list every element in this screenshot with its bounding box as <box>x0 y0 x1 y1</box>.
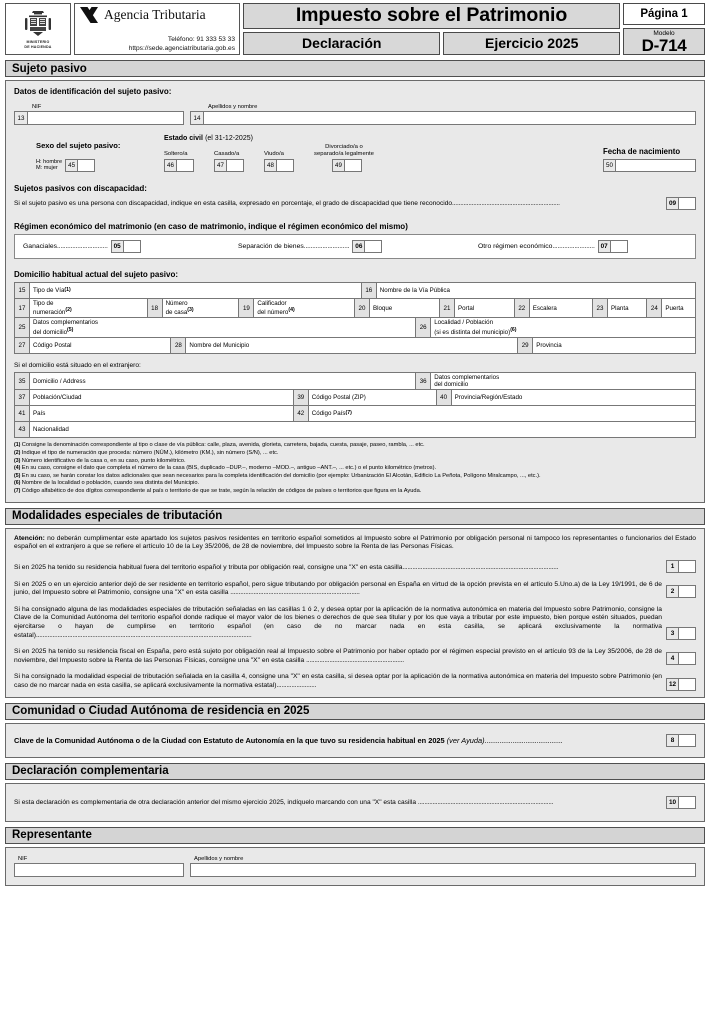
foreign-cell-label: Código Postal (ZIP) <box>311 394 366 402</box>
name-input[interactable] <box>204 111 696 125</box>
representante-fields <box>14 856 696 877</box>
regime-label: Ganaciales <box>23 243 58 250</box>
civil-option-casado <box>214 151 244 172</box>
identification-fields <box>14 104 696 125</box>
foreign-cell-label: Código País (7) <box>311 410 352 418</box>
agency-block <box>74 3 240 55</box>
address-cell-number: 24 <box>647 299 662 317</box>
civil-box-number: 47 <box>214 159 227 172</box>
modalidad-input-2[interactable] <box>679 585 696 598</box>
regime-box-number: 06 <box>352 240 365 253</box>
civil-option-viudo <box>264 151 294 172</box>
address-cell-15[interactable] <box>15 283 362 298</box>
birthdate-block <box>603 147 696 172</box>
name-label: Apellidos y nombre <box>208 104 258 110</box>
rep-name-input[interactable] <box>190 863 696 877</box>
address-cell-20[interactable] <box>355 299 440 317</box>
foreign-cell-label: Datos complementarios del domicilio <box>434 373 500 389</box>
address-cell-label: Localidad / Población (si es distinta del municipio)$^{(6)}$ <box>434 319 517 336</box>
address-cell-21[interactable] <box>440 299 515 317</box>
modalidad-row-12 <box>14 673 696 690</box>
ministry-crest-block <box>5 3 71 55</box>
foreign-cell-number: 40 <box>437 390 452 405</box>
footnote: (5) En su caso, se harán constar los datos adicionales que sean necesarios para la completa identificación del domicilio (por ejemplo: Urbanización El Alcotán, Edificio La Peñota, Polígono Miralcampo, ..., etc.). <box>14 472 541 479</box>
regime-input-ganaciales[interactable] <box>124 240 141 253</box>
address-cell-28[interactable] <box>171 338 518 353</box>
footnote: (4) En su caso, consigne el dato que completa el número de la casa (BIS, duplicado –DUP.–, moderno –MOD.–, antiguo –ANT.–, ... etc.) o el punto kilométrico (metros). <box>14 465 437 472</box>
address-cell-number: 23 <box>593 299 608 317</box>
civil-box-number: 48 <box>264 159 277 172</box>
civil-input-soltero[interactable] <box>177 159 194 172</box>
regime-input-separacion[interactable] <box>365 240 382 253</box>
address-cell-number: 21 <box>440 299 455 317</box>
footnote: (6) Nombre de la localidad o población, cuando sea distinta del Municipio. <box>14 480 200 487</box>
civil-option-label: Divorciado/a o separado/a legalmente <box>314 144 374 157</box>
address-row <box>15 299 695 318</box>
rep-nif-input[interactable] <box>14 863 184 877</box>
address-cell-label: Tipo de numeración$^{(2)}$ <box>33 300 72 317</box>
foreign-row <box>15 422 695 438</box>
page-number: Página 1 <box>623 3 705 25</box>
civil-option-soltero <box>164 151 194 172</box>
address-cell-number: 28 <box>171 338 186 353</box>
modalidad-text-3: Si ha consignado alguna de las modalidades especiales de tributación señaladas en las casillas 1 ó 2, y desea optar por la aplicación de la normativa autonómica en materia del Impuesto sobre Patrimonio, consigne la Clave de la Comunidad Autónoma del territorio español donde radique el mayor valor de los bienes o derechos de que sea titular y por los que vaya a tributar por este impuesto, bien porque estén situados, puedan ejercitarse o hayan de cumplirse en territorio español (en caso de no marcar nada en esta casilla, se aplicará exclusivamente la normativa estatal).................................................................................................................................. <box>14 605 662 639</box>
nif-input[interactable] <box>28 111 184 125</box>
foreign-address-grid <box>14 372 696 438</box>
modalidad-box-number-4: 4 <box>666 652 679 665</box>
address-cell-label: Planta <box>610 304 629 312</box>
modalidad-row-2 <box>14 581 696 598</box>
complementaria-row <box>14 796 696 809</box>
page-model-block <box>623 3 705 55</box>
foreign-cell-number: 36 <box>416 373 431 389</box>
model-box <box>623 28 705 55</box>
modalidad-input-4[interactable] <box>679 652 696 665</box>
foreign-row <box>15 406 695 422</box>
address-cell-number: 19 <box>239 299 254 317</box>
foreign-row <box>15 373 695 390</box>
declaration-label: Declaración <box>243 32 440 56</box>
foreign-cell-label: País <box>33 410 46 418</box>
sex-input[interactable] <box>78 159 95 172</box>
address-cell-number: 17 <box>15 299 30 317</box>
address-grid <box>14 282 696 354</box>
complementaria-input[interactable] <box>679 796 696 809</box>
address-cell-24[interactable] <box>647 299 695 317</box>
model-value: D-714 <box>641 35 687 55</box>
foreign-cell-39[interactable] <box>294 390 437 405</box>
address-cell-number: 22 <box>515 299 530 317</box>
foreign-row <box>15 390 695 406</box>
civil-option-label: Viudo/a <box>264 151 284 157</box>
address-cell-number: 27 <box>15 338 30 353</box>
modalidad-input-12[interactable] <box>679 678 696 691</box>
form-title: Impuesto sobre el Patrimonio <box>243 3 620 29</box>
address-row <box>15 318 695 337</box>
sex-hint: H: hombre M: mujer <box>36 158 63 172</box>
modalidad-box-number-3: 3 <box>666 627 679 640</box>
civil-input-casado[interactable] <box>227 159 244 172</box>
comunidad-input[interactable] <box>679 734 696 747</box>
rep-nif-label: NIF <box>18 855 28 862</box>
foreign-cell-40[interactable] <box>437 390 695 405</box>
address-cell-23[interactable] <box>593 299 647 317</box>
address-cell-label: Nombre de la Vía Pública <box>379 286 450 294</box>
agencia-tributaria-logo-icon <box>79 6 99 24</box>
regime-label: Otro régimen económico <box>478 243 553 250</box>
address-cell-label: Bloque <box>372 304 393 312</box>
foreign-cell-number: 35 <box>15 373 30 389</box>
foreign-cell-43[interactable] <box>15 422 695 437</box>
sex-civil-birth-row <box>14 133 696 172</box>
foreign-cell-number: 41 <box>15 406 30 421</box>
regime-box-number: 07 <box>598 240 611 253</box>
footnote: (1) Consigne la denominación correspondiente al tipo o clase de vía pública: calle, plaza, avenida, glorieta, carretera, bajada, cuesta, pasaje, paseo, rambla, ... etc. <box>14 442 425 449</box>
foreign-cell-label: Provincia/Región/Estado <box>454 394 523 402</box>
section-comunidad-banner: Comunidad o Ciudad Autónoma de residencia en 2025 <box>5 703 705 720</box>
address-cell-27[interactable] <box>15 338 171 353</box>
address-cell-17[interactable] <box>15 299 148 317</box>
modalidad-box-number-12: 12 <box>666 678 679 691</box>
address-cell-label: Puerta <box>665 304 684 312</box>
section-representante-banner: Representante <box>5 827 705 844</box>
address-cell-label: Escalera <box>532 304 557 312</box>
civil-option-label: Casado/a <box>214 151 240 157</box>
address-heading: Domicilio habitual actual del sujeto pasivo: <box>14 270 179 279</box>
foreign-cell-number: 43 <box>15 422 30 437</box>
section-sujeto-pasivo-banner: Sujeto pasivo <box>5 60 705 77</box>
exercise-label: Ejercicio 2025 <box>443 32 620 56</box>
comunidad-text: Clave de la Comunidad Autónoma o de la Ciudad con Estatuto de Autonomía en la que tuvo su residencia habitual en 2025 (ver Ayuda).......................................... <box>14 735 563 745</box>
disability-heading: Sujetos pasivos con discapacidad: <box>14 184 147 193</box>
foreign-cell-number: 39 <box>294 390 309 405</box>
address-cell-label: Provincia <box>536 341 562 349</box>
address-cell-label: Portal <box>457 304 475 312</box>
modalidad-box-number-2: 2 <box>666 585 679 598</box>
civil-option-divorciado <box>314 144 374 172</box>
complementaria-box-number: 10 <box>666 796 679 809</box>
address-cell-29[interactable] <box>518 338 695 353</box>
foreign-cell-label: Población/Ciudad <box>33 394 82 402</box>
address-cell-label: Calificador del número$^{(4)}$ <box>257 300 295 317</box>
address-cell-number: 20 <box>355 299 370 317</box>
modalidad-text-1: Si en 2025 ha tenido su residencia habitual fuera del territorio español y tributa por obligación real, consigne una "X" en esta casilla.............................................................................................. <box>14 564 559 572</box>
disability-text: Si el sujeto pasivo es una persona con discapacidad, indique en esta casilla, expresado en porcentaje, el grado de discapacidad que tiene reconocido.................................................................. <box>14 200 560 207</box>
foreign-cell-number: 42 <box>294 406 309 421</box>
footnote: (2) Indique el tipo de numeración que proceda: número (NÚM.), kilómetro (KM.), sin número (S/N), ... etc. <box>14 449 279 456</box>
address-cell-22[interactable] <box>515 299 593 317</box>
civil-input-divorciado[interactable] <box>345 159 362 172</box>
regime-option-ganaciales: Ganaciales .............................. 05 <box>23 240 238 253</box>
title-block <box>243 3 620 55</box>
foreign-cell-42[interactable] <box>294 406 695 421</box>
foreign-address-heading: Si el domicilio está situado en el extranjero: <box>14 361 141 369</box>
complementaria-text: Si esta declaración es complementaria de otra declaración anterior del mismo ejercicio 2025, indíquelo marcando con una "X" esta casilla ................................................................................... <box>14 798 554 806</box>
address-cell-label: Datos complementarios del domicilio$^{(5)}$ <box>33 319 98 336</box>
comunidad-row <box>14 734 696 747</box>
regime-option-otro: Otro régimen económico ......................... 07 <box>478 240 628 253</box>
address-cell-number: 18 <box>148 299 163 317</box>
birthdate-title: Fecha de nacimiento <box>603 147 681 156</box>
comunidad-box-number: 8 <box>666 734 679 747</box>
model-label: Modelo <box>653 29 675 37</box>
section-complementaria-banner: Declaración complementaria <box>5 763 705 780</box>
foreign-cell-label: Domicilio / Address <box>33 377 86 385</box>
birthdate-box-number: 50 <box>603 159 616 172</box>
ministry-label: MINISTERIO DE HACIENDA <box>24 40 52 49</box>
modalidad-text-4: Si en 2025 ha tenido su residencia fiscal en España, pero está sujeto por obligación real al Impuesto sobre el Patrimonio por haber optado por el régimen especial previsto en el artículo 93 de la Ley 35/2006, de 28 de noviembre, del Impuesto sobre la Renta de las Personas Físicas, consigne una "X" en esta casilla ........................................................... <box>14 648 662 664</box>
sex-title: Sexo del sujeto pasivo: <box>36 140 121 150</box>
address-cell-19[interactable] <box>239 299 355 317</box>
modalidad-row-1 <box>14 560 696 573</box>
disability-input[interactable] <box>679 197 696 210</box>
modalidad-box-number-1: 1 <box>666 560 679 573</box>
marriage-regime-heading: Régimen económico del matrimonio (en caso de matrimonio, indique el régimen económico del mismo) <box>14 222 408 231</box>
footnote: (7) Código alfabético de dos dígitos correspondiente al país o territorio de que se trate, según la relación de códigos de países o territorios que figura en la Ayuda. <box>14 487 422 494</box>
address-cell-number: 15 <box>15 283 30 298</box>
foreign-cell-35[interactable] <box>15 373 416 389</box>
address-cell-25[interactable] <box>15 318 416 336</box>
modalidad-input-3[interactable] <box>679 627 696 640</box>
disability-box-number: 09 <box>666 197 679 210</box>
foreign-cell-37[interactable] <box>15 390 294 405</box>
footnote: (3) Número identificativo de la casa o, en su caso, punto kilométrico. <box>14 457 186 464</box>
comunidad-panel <box>5 723 705 758</box>
address-row <box>15 338 695 354</box>
address-cell-label: Código Postal <box>33 341 72 349</box>
foreign-cell-41[interactable] <box>15 406 294 421</box>
agency-phone: Teléfono: 91 333 53 33 <box>167 36 235 43</box>
sex-block <box>14 141 164 172</box>
address-cell-number: 29 <box>518 338 533 353</box>
identification-heading: Datos de identificación del sujeto pasivo: <box>14 87 172 96</box>
rep-name-label: Apellidos y nombre <box>194 855 244 862</box>
regime-label: Separación de bienes <box>238 243 304 250</box>
birthdate-input[interactable] <box>616 159 696 172</box>
address-footnotes <box>14 442 696 495</box>
nif-box-number: 13 <box>14 111 28 125</box>
sujeto-pasivo-panel <box>5 80 705 503</box>
modalidades-panel <box>5 528 705 698</box>
civil-box-number: 49 <box>332 159 345 172</box>
address-cell-label: Nombre del Municipio <box>189 341 250 349</box>
sex-box-number: 45 <box>65 159 78 172</box>
regime-input-otro[interactable] <box>611 240 628 253</box>
representante-panel <box>5 847 705 886</box>
foreign-cell-36[interactable] <box>416 373 695 389</box>
disability-row <box>14 197 696 210</box>
civil-status-title: Estado civil (el 31-12-2025) <box>164 135 253 142</box>
civil-status-block <box>164 133 577 172</box>
sex-field <box>65 159 95 172</box>
address-cell-label: Tipo de Vía (1) <box>33 286 71 294</box>
modalidad-text-2: Si en 2025 o en un ejercicio anterior dejó de ser residente en territorio español, pero sigue tributando por obligación personal en España en virtud de la opción prevista en el artículo 5.Uno.a) de la Ley 19/1991, de 6 de junio, del Impuesto sobre el Patrimonio, consigne una "X" en esta casilla .............................................................................. <box>14 580 662 597</box>
address-cell-number: 16 <box>362 283 377 298</box>
modalidad-text-12: Si ha consignado la modalidad especial de tributación señalada en la casilla 4, consigne una "X" en esta casilla, si desea optar por la aplicación de la normativa autonómica en materia del Impuesto sobre Patrimonio (en caso de no marcar nada en esta casilla, se aplicará exclusivamente la normativa estatal)........................ <box>14 673 662 690</box>
civil-option-label: Soltero/a <box>164 151 188 157</box>
foreign-cell-label: Nacionalidad <box>33 426 69 434</box>
agency-url[interactable]: https://sede.agenciatributaria.gob.es <box>128 44 235 52</box>
foreign-cell-number: 37 <box>15 390 30 405</box>
civil-input-viudo[interactable] <box>277 159 294 172</box>
complementaria-panel <box>5 783 705 822</box>
address-cell-16[interactable] <box>362 283 695 298</box>
modalidad-row-4 <box>14 648 696 665</box>
regime-option-separacion: Separación de bienes ........................... 06 <box>238 240 478 253</box>
address-cell-number: 26 <box>416 318 431 336</box>
address-cell-18[interactable] <box>148 299 240 317</box>
address-row <box>15 283 695 299</box>
civil-box-number: 46 <box>164 159 177 172</box>
address-cell-label: Número de casa$^{(3)}$ <box>165 300 194 317</box>
modalidades-attention: Atención: no deberán cumplimentar este apartado los sujetos pasivos residentes en territorio español sometidos al Impuesto sobre el Patrimonio por obligación personal ni tampoco los representantes o funcionarios del Estado español en el extranjero a que se refiere el artículo 10 de la Ley 35/2006, de 28 de noviembre, del Impuesto sobre la Renta de las Personas Físicas. <box>14 534 696 551</box>
modalidad-row-3 <box>14 606 696 640</box>
form-header <box>5 3 705 55</box>
nif-label: NIF <box>32 104 42 110</box>
spain-coat-of-arms-icon <box>21 9 55 39</box>
marriage-regime-box <box>14 234 696 259</box>
section-modalidades-banner: Modalidades especiales de tributación <box>5 508 705 525</box>
modalidad-input-1[interactable] <box>679 560 696 573</box>
address-cell-number: 25 <box>15 318 30 336</box>
agency-name: Agencia Tributaria <box>104 7 206 22</box>
name-box-number: 14 <box>190 111 204 125</box>
address-cell-26[interactable] <box>416 318 695 336</box>
regime-box-number: 05 <box>111 240 124 253</box>
